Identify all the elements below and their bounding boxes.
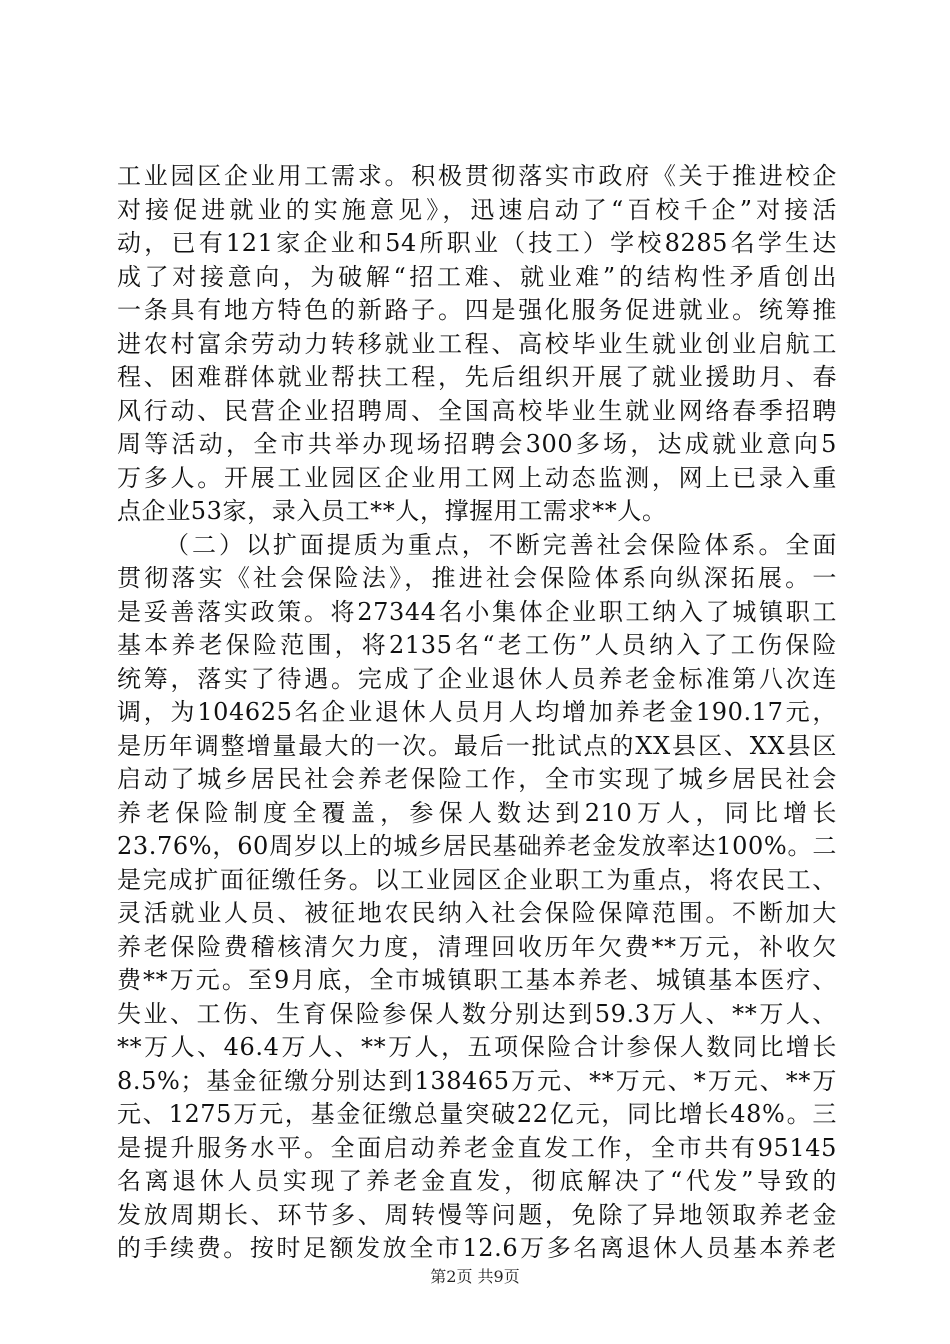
text-line: 成了对接意向，为破解“招工难、就业难”的结构性矛盾创出 <box>117 262 837 291</box>
text-line: 名离退休人员实现了养老金直发，彻底解决了“代发”导致的 <box>117 1167 837 1195</box>
text-line: 对接促进就业的实施意见》，迅速启动了“百校千企”对接活 <box>117 195 837 224</box>
page-number-label: 第2页 共9页 <box>430 1267 520 1286</box>
text-line: 23.76%，60周岁以上的城乡居民基础养老金发放率达100%。二 <box>117 832 837 860</box>
text-line: 工业园区企业用工需求。积极贯彻落实市政府《关于推进校企 <box>117 162 837 190</box>
text-line: 灵活就业人员、被征地农民纳入社会保险保障范围。不断加大 <box>117 899 837 927</box>
text-line: 调，为104625名企业退休人员月人均增加养老金190.17元， <box>117 698 837 726</box>
text-line: 的手续费。按时足额发放全市12.6万多名离退休人员基本养老 <box>117 1234 837 1262</box>
text-line: 动，已有121家企业和54所职业（技工）学校8285名学生达 <box>117 229 837 257</box>
section-heading-line: （二）以扩面提质为重点，不断完善社会保险体系。全面 <box>165 530 837 559</box>
paragraph-end-line: 点企业53家，录入员工**人，撑握用工需求**人。 <box>117 497 667 525</box>
text-line: 是历年调整增量最大的一次。最后一批试点的XX县区、XX县区 <box>117 731 837 760</box>
text-line: 周等活动，全市共举办现场招聘会300多场，达成就业意向5 <box>117 430 837 458</box>
text-line: 风行动、民营企业招聘周、全国高校毕业生就业网络春季招聘 <box>117 396 837 425</box>
text-line: 程、困难群体就业帮扶工程，先后组织开展了就业援助月、春 <box>117 363 837 391</box>
document-body <box>117 160 837 1266</box>
text-line: 失业、工伤、生育保险参保人数分别达到59.3万人、**万人、 <box>117 999 837 1028</box>
text-line: 发放周期长、环节多、周转慢等问题，免除了异地领取养老金 <box>117 1200 837 1229</box>
text-line: 一条具有地方特色的新路子。四是强化服务促进就业。统筹推 <box>117 296 837 324</box>
text-line: 万多人。开展工业园区企业用工网上动态监测，网上已录入重 <box>117 463 837 492</box>
text-line: 元、1275万元，基金征缴总量突破22亿元，同比增长48%。三 <box>117 1100 837 1128</box>
text-line: 8.5%；基金征缴分别达到138465万元、**万元、*万元、**万 <box>117 1066 837 1095</box>
text-line: 是妥善落实政策。将27344名小集体企业职工纳入了城镇职工 <box>117 597 837 626</box>
text-line: 贯彻落实《社会保险法》，推进社会保险体系向纵深拓展。一 <box>117 564 837 592</box>
text-line: 养老保险费稽核清欠力度，清理回收历年欠费**万元，补收欠 <box>117 932 837 961</box>
text-line: 是完成扩面征缴任务。以工业园区企业职工为重点，将农民工、 <box>117 865 837 894</box>
text-line: 基本养老保险范围，将2135名“老工伤”人员纳入了工伤保险 <box>117 631 837 659</box>
text-line: 启动了城乡居民社会养老保险工作，全市实现了城乡居民社会 <box>117 765 837 793</box>
text-line: 养老保险制度全覆盖，参保人数达到210万人，同比增长 <box>117 798 837 827</box>
text-line: 费**万元。至9月底，全市城镇职工基本养老、城镇基本医疗、 <box>117 966 837 994</box>
text-line: 统筹，落实了待遇。完成了企业退休人员养老金标准第八次连 <box>117 664 837 693</box>
page-footer <box>0 1264 950 1287</box>
text-line: 进农村富余劳动力转移就业工程、高校毕业生就业创业启航工 <box>117 329 837 358</box>
text-line: **万人、46.4万人、**万人，五项保险合计参保人数同比增长 <box>117 1033 837 1061</box>
text-line: 是提升服务水平。全面启动养老金直发工作，全市共有95145 <box>117 1133 837 1162</box>
